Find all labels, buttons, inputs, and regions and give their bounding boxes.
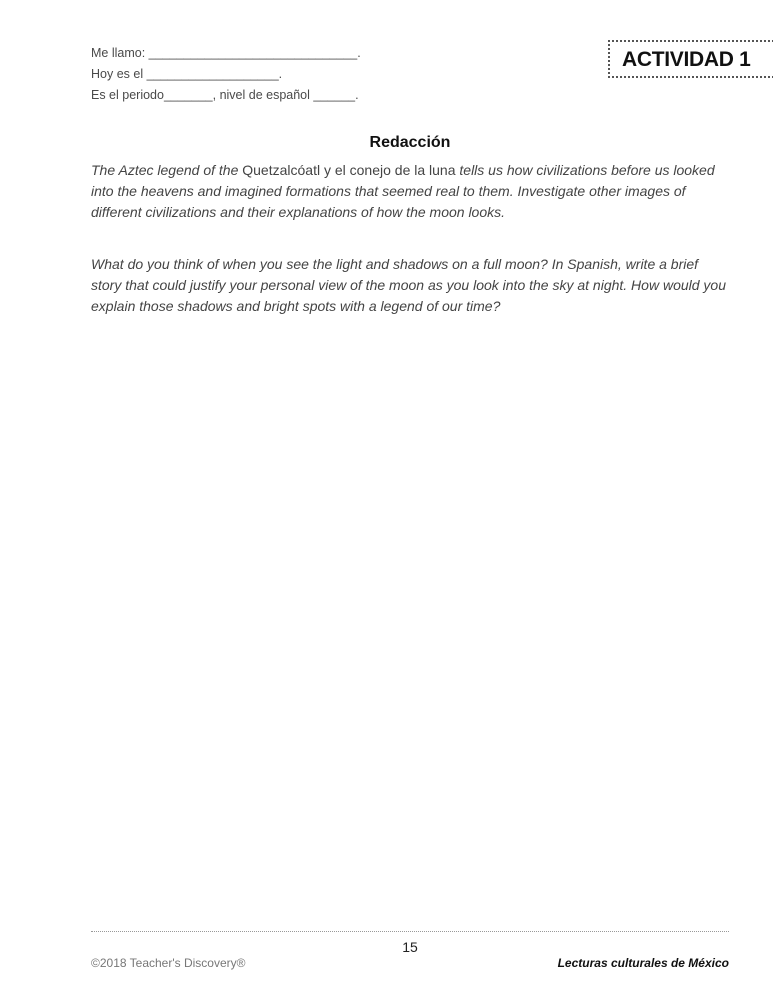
instructions-paragraph-2: What do you think of when you see the light and shadows on a full moon? In Spanish, write a brief story that could justify your personal view of the moon as you look into the sky at night. How would you explain those shadows and bright spots with a legend of our time? <box>91 256 726 314</box>
name-field[interactable]: Me llamo: ______________________________. <box>91 46 361 60</box>
paragraph1-part3: tells us how civilizations before us looked into the heavens and imagined formations that seemed real to them. Investigate other images of different civilizations and their explanations of how the moon looks. <box>91 162 715 220</box>
date-field[interactable]: Hoy es el ___________________. <box>91 67 283 81</box>
instructions-paragraph-1 <box>91 160 731 223</box>
paragraph1-part1: The Aztec legend of the <box>91 162 243 178</box>
section-title: Redacción <box>369 134 451 151</box>
copyright-notice: ©2018 Teacher's Discovery® <box>91 956 246 970</box>
legend-title: Quetzalcóatl y el conejo de la luna <box>242 162 456 178</box>
page-number: 15 <box>402 939 418 955</box>
footer-divider <box>91 931 729 932</box>
book-title: Lecturas culturales de México <box>557 956 729 970</box>
activity-badge <box>608 40 773 78</box>
period-level-field[interactable]: Es el periodo_______, nivel de español ______. <box>91 88 359 102</box>
student-info-block <box>91 43 361 106</box>
activity-badge-label: ACTIVIDAD 1 <box>622 48 751 71</box>
